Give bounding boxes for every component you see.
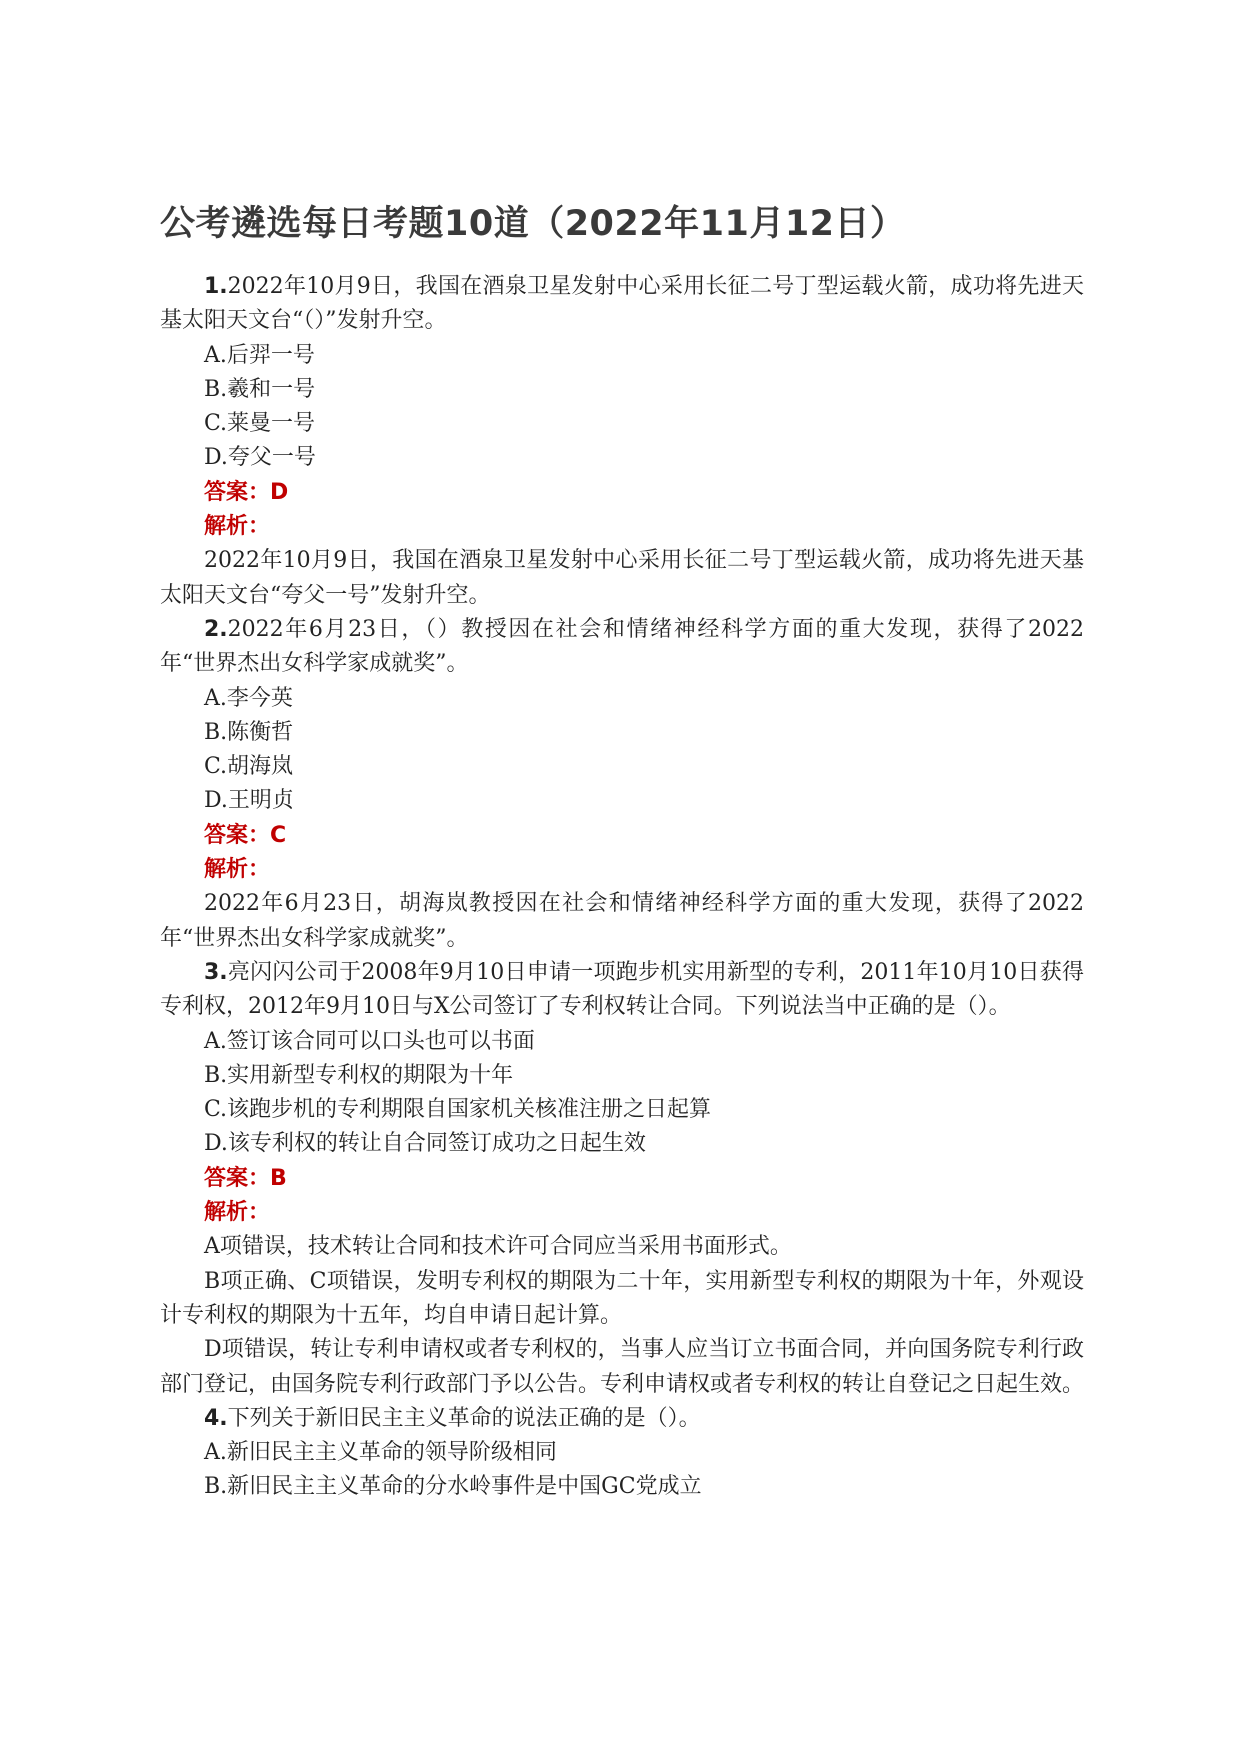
question-number: 1. xyxy=(204,274,228,299)
answer-label: 答案： xyxy=(204,1165,271,1191)
answer-label: 答案： xyxy=(204,822,271,848)
question-2-stem xyxy=(160,613,1084,682)
question-list xyxy=(160,270,1084,1505)
analysis-text: B项正确、C项错误，发明专利权的期限为二十年，实用新型专利权的期限为十年，外观设计专利权的期限为十五年，均自申请日起计算。 xyxy=(160,1268,1084,1328)
question-text: 亮闪闪公司于2008年9月10日申请一项跑步机实用新型的专利，2011年10月10日获得专利权，2012年9月10日与X公司签订了专利权转让合同。下列说法当中正确的是（）。 xyxy=(160,959,1084,1020)
page-title: 公考遴选每日考题10道（2022年11月12日） xyxy=(160,204,906,244)
answer-line xyxy=(160,1162,1084,1196)
analysis-text: A项错误，技术转让合同和技术许可合同应当采用书面形式。 xyxy=(204,1234,792,1260)
analysis-label: 解析： xyxy=(204,514,271,540)
answer-line xyxy=(160,476,1084,510)
question-text: 2022年10月9日，我国在酒泉卫星发射中心采用长征二号丁型运载火箭，成功将先进天基太阳天文台“（）”发射升空。 xyxy=(160,274,1084,334)
answer-value: D xyxy=(270,479,289,505)
option-d: D.夸父一号 xyxy=(204,445,316,471)
option-a: A.签订该合同可以口头也可以书面 xyxy=(204,1028,535,1054)
option-c: C.莱曼一号 xyxy=(204,411,316,437)
analysis-text: 2022年6月23日，胡海岚教授因在社会和情绪神经科学方面的重大发现，获得了2022年“世界杰出女科学家成就奖”。 xyxy=(160,891,1084,951)
analysis-text: D项错误，转让专利申请权或者专利权的，当事人应当订立书面合同，并向国务院专利行政部门登记，由国务院专利行政部门予以公告。专利申请权或者专利权的转让自登记之日起生效。 xyxy=(160,1337,1085,1397)
question-number: 4. xyxy=(204,1405,228,1431)
option-a: A.后羿一号 xyxy=(204,342,315,368)
question-text: 2022年6月23日，（）教授因在社会和情绪神经科学方面的重大发现，获得了2022年“世界杰出女科学家成就奖”。 xyxy=(160,616,1084,677)
option-a: A.新旧民主主义革命的领导阶级相同 xyxy=(204,1440,557,1466)
answer-label: 答案： xyxy=(204,479,271,505)
analysis-label: 解析： xyxy=(204,857,271,883)
answer-line xyxy=(160,819,1084,853)
option-b: B.羲和一号 xyxy=(204,376,316,402)
question-number: 3. xyxy=(204,959,228,985)
question-1-stem xyxy=(160,270,1084,339)
answer-value: B xyxy=(270,1165,287,1191)
option-c: C.该跑步机的专利期限自国家机关核准注册之日起算 xyxy=(204,1097,712,1123)
question-4-stem xyxy=(160,1402,1084,1436)
analysis-text: 2022年10月9日，我国在酒泉卫星发射中心采用长征二号丁型运载火箭，成功将先进天基太阳天文台“夸父一号”发射升空。 xyxy=(160,548,1084,608)
option-b: B.实用新型专利权的期限为十年 xyxy=(204,1062,514,1088)
option-d: D.该专利权的转让自合同签订成功之日起生效 xyxy=(204,1131,646,1157)
option-d: D.王明贞 xyxy=(204,788,294,814)
option-b: B.陈衡哲 xyxy=(204,719,294,745)
option-a: A.李今英 xyxy=(204,685,293,711)
option-c: C.胡海岚 xyxy=(204,754,294,780)
question-text: 下列关于新旧民主主义革命的说法正确的是（）。 xyxy=(227,1405,701,1431)
option-b: B.新旧民主主义革命的分水岭事件是中国GC党成立 xyxy=(204,1474,702,1500)
answer-value: C xyxy=(270,822,287,848)
question-3-stem xyxy=(160,956,1084,1025)
analysis-label: 解析： xyxy=(204,1200,271,1226)
question-number: 2. xyxy=(204,616,228,642)
